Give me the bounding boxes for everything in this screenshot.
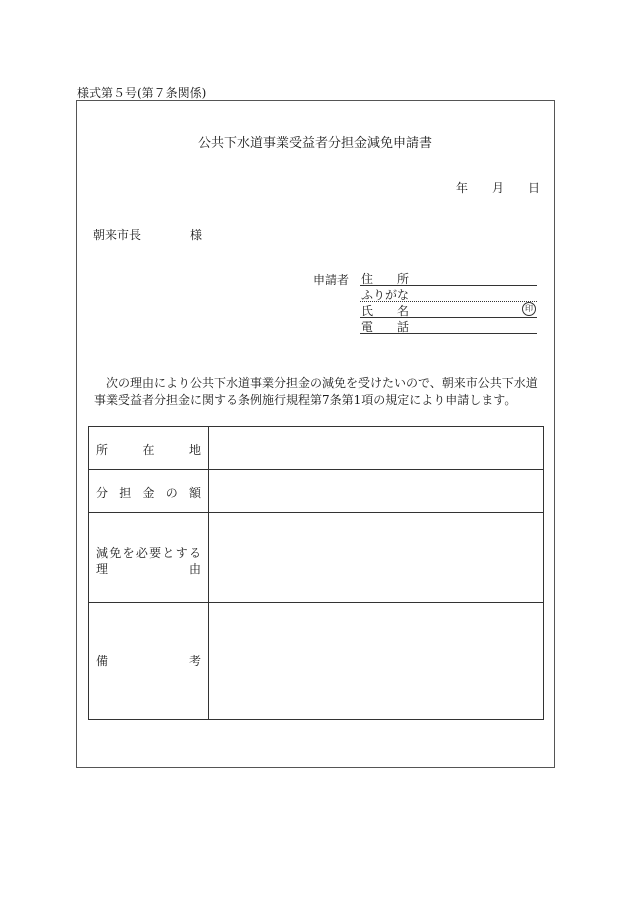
details-table bbox=[88, 426, 544, 720]
name-label-char: 名 bbox=[397, 304, 410, 318]
location-input[interactable] bbox=[209, 427, 543, 469]
phone-field[interactable] bbox=[360, 318, 537, 334]
address-field[interactable] bbox=[360, 270, 537, 286]
request-statement-line: 事業受益者分担金に関する条例施行規程第7条第1項の規定により申請します。 bbox=[94, 393, 517, 407]
reason-label-char: 免 bbox=[109, 546, 122, 560]
applicant-label: 申請者 bbox=[313, 273, 350, 287]
reason-row bbox=[89, 513, 543, 603]
addressee: 朝来市長 bbox=[93, 228, 142, 242]
reason-label bbox=[89, 513, 209, 602]
amount-label-char: 金 bbox=[142, 486, 155, 500]
name-label-char: 氏 bbox=[361, 304, 374, 318]
location-row bbox=[89, 427, 543, 470]
seal-mark: 印 bbox=[522, 302, 536, 316]
location-label bbox=[89, 427, 209, 469]
furigana-label: ふりがな bbox=[361, 288, 410, 302]
phone-label-char: 電 bbox=[361, 320, 374, 334]
amount-row bbox=[89, 470, 543, 513]
reason-label-char: と bbox=[162, 546, 175, 560]
reason-label-char: す bbox=[175, 546, 188, 560]
remarks-label bbox=[89, 603, 209, 719]
address-label-char: 所 bbox=[397, 272, 410, 286]
phone-label-char: 話 bbox=[397, 320, 410, 334]
reason-label-char: る bbox=[188, 546, 201, 560]
reason-label-char: 必 bbox=[135, 546, 148, 560]
amount-label bbox=[89, 470, 209, 512]
amount-label-char: の bbox=[165, 486, 178, 500]
amount-input[interactable] bbox=[209, 470, 543, 512]
honorific: 様 bbox=[190, 228, 203, 242]
location-label-char: 地 bbox=[188, 443, 201, 457]
reason-input[interactable] bbox=[209, 513, 543, 602]
furigana-field[interactable] bbox=[360, 286, 537, 302]
remarks-label-char: 備 bbox=[96, 654, 109, 668]
reason-label-char: 由 bbox=[188, 562, 201, 576]
amount-label-char: 分 bbox=[96, 486, 109, 500]
form-title: 公共下水道事業受益者分担金減免申請書 bbox=[197, 136, 432, 151]
location-label-char: 所 bbox=[96, 443, 109, 457]
request-statement-line: 次の理由により公共下水道事業分担金の減免を受けたいので、朝来市公共下水道 bbox=[106, 376, 538, 390]
remarks-row bbox=[89, 603, 543, 719]
reason-label-char: 要 bbox=[149, 546, 162, 560]
name-field[interactable] bbox=[360, 302, 537, 318]
reason-label-char: 減 bbox=[96, 546, 109, 560]
request-statement bbox=[94, 375, 544, 409]
location-label-char: 在 bbox=[142, 443, 155, 457]
amount-label-char: 担 bbox=[119, 486, 132, 500]
reason-label-char: を bbox=[122, 546, 135, 560]
date-year-label: 年 bbox=[456, 181, 469, 195]
date-month-label: 月 bbox=[492, 181, 505, 195]
remarks-label-char: 考 bbox=[188, 654, 201, 668]
form-number: 様式第５号(第７条関係) bbox=[77, 86, 207, 100]
date-day-label: 日 bbox=[528, 181, 541, 195]
reason-label-char: 理 bbox=[96, 562, 109, 576]
address-label-char: 住 bbox=[361, 272, 374, 286]
remarks-input[interactable] bbox=[209, 603, 543, 719]
amount-label-char: 額 bbox=[188, 486, 201, 500]
